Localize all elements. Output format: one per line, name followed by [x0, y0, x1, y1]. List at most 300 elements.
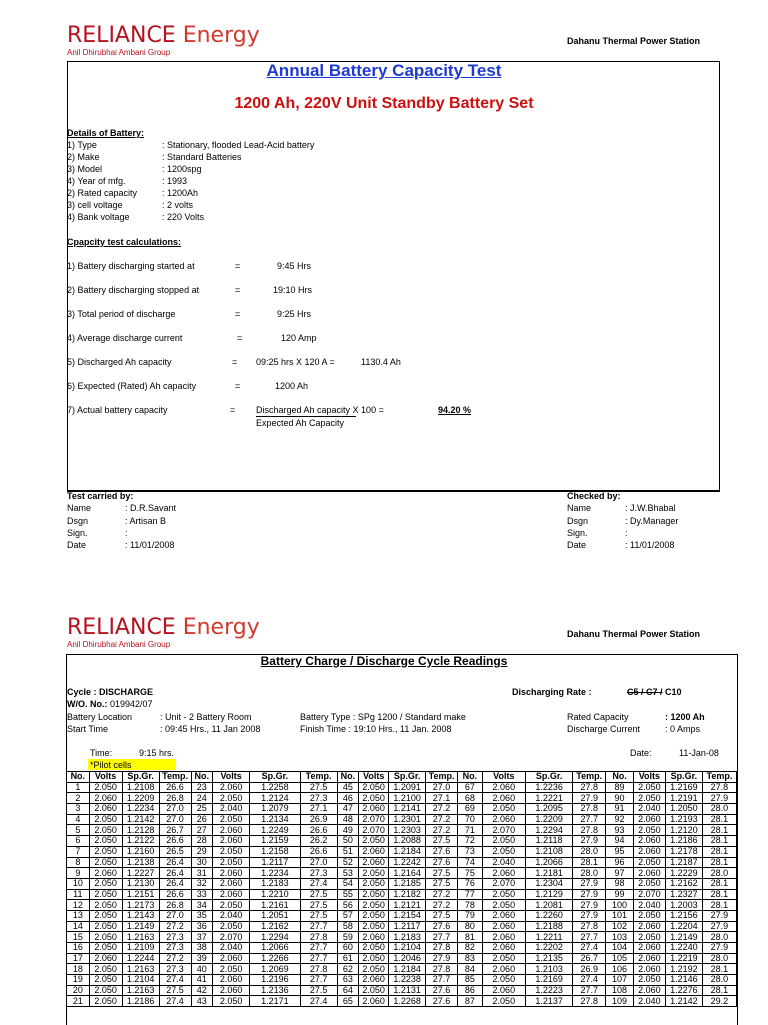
table-cell: 27 [191, 825, 213, 836]
table-cell: 27.3 [159, 932, 191, 943]
table-cell: 29 [191, 846, 213, 857]
table-cell: 2.060 [213, 975, 250, 986]
table-cell: 1.2268 [389, 996, 426, 1007]
detail-label: 4) Bank voltage [67, 212, 130, 222]
table-cell: 2.040 [633, 804, 665, 815]
table-cell: 27.9 [702, 793, 736, 804]
table-cell: 2.050 [633, 932, 665, 943]
table-cell: 1.2202 [525, 943, 572, 954]
location-label: Battery Location [67, 712, 133, 722]
table-cell: 28.0 [702, 804, 736, 815]
table-cell: 1.2244 [122, 953, 159, 964]
table-cell: 2.050 [89, 985, 122, 996]
table-cell: 1.2193 [665, 814, 702, 825]
detail-value: : Standard Batteries [162, 152, 242, 162]
table-cell: 50 [337, 836, 359, 847]
rate-label: Discharging Rate : [512, 687, 592, 697]
column-header: Temp. [573, 772, 606, 783]
table-cell: 27.7 [573, 814, 606, 825]
table-cell: 1.2164 [389, 868, 426, 879]
table-cell: 2.050 [359, 900, 389, 911]
table-cell: 46 [337, 793, 359, 804]
table-cell: 1.2122 [122, 836, 159, 847]
table-cell: 78 [458, 900, 483, 911]
table-cell: 1.2236 [525, 782, 572, 793]
table-cell: 27.7 [300, 953, 337, 964]
table-cell: 27.8 [573, 825, 606, 836]
table-cell: 1.2327 [665, 889, 702, 900]
table-cell: 2.050 [213, 814, 250, 825]
table-cell: 2.060 [213, 953, 250, 964]
current-value: : 0 Amps [665, 724, 701, 734]
table-cell: 2.050 [482, 804, 525, 815]
table-cell: 27.9 [426, 953, 458, 964]
calc-equals: = [237, 333, 243, 343]
table-cell: 1.2161 [250, 900, 300, 911]
table-cell: 27.6 [426, 857, 458, 868]
table-cell: 27.1 [300, 804, 337, 815]
checked-by-value: : Dy.Manager [625, 516, 679, 526]
table-row [67, 836, 737, 847]
table-cell: 26.9 [573, 964, 606, 975]
calc-value: 09:25 hrs X 120 A = [256, 357, 335, 367]
table-cell: 2.050 [89, 825, 122, 836]
table-cell: 27.9 [573, 910, 606, 921]
table-cell: 27.7 [300, 975, 337, 986]
table-cell: 2.060 [482, 921, 525, 932]
table-cell: 73 [458, 846, 483, 857]
table-cell: 2.050 [482, 900, 525, 911]
table-cell: 1.2121 [389, 900, 426, 911]
calc-value: 9:45 Hrs [277, 261, 312, 271]
calc-equals: = [235, 285, 241, 295]
table-cell: 62 [337, 964, 359, 975]
table-cell: 1.2137 [525, 996, 572, 1007]
table-cell: 27.2 [426, 825, 458, 836]
table-cell: 1.2162 [665, 878, 702, 889]
detail-label: 1) Type [67, 140, 97, 150]
calc-label: 4) Average discharge current [67, 333, 183, 343]
table-cell: 1.2159 [250, 836, 300, 847]
capacity-percent: 94.20 [438, 405, 461, 415]
table-cell: 2 [67, 793, 90, 804]
current-label: Discharge Current [567, 724, 641, 734]
table-row [67, 846, 737, 857]
column-header: Temp. [426, 772, 458, 783]
table-cell: 74 [458, 857, 483, 868]
table-cell: 2.040 [213, 804, 250, 815]
table-cell: 2.050 [89, 814, 122, 825]
table-cell: 2.050 [633, 857, 665, 868]
checked-by-label: Date [567, 540, 587, 550]
rate-selected: C10 [665, 687, 682, 697]
table-cell: 2.040 [633, 900, 665, 911]
table-cell: 1.2146 [665, 975, 702, 986]
table-cell: 27.8 [300, 964, 337, 975]
wo-value: 019942/07 [110, 699, 153, 709]
tested-by-label: Dsgn [67, 516, 89, 526]
table-cell: 1.2124 [250, 793, 300, 804]
calc-result [438, 405, 471, 416]
column-header: Sp.Gr. [122, 772, 159, 783]
table-cell: 25 [191, 804, 213, 815]
table-cell: 5 [67, 825, 90, 836]
table-cell: 1.2192 [665, 964, 702, 975]
table-cell: 2.050 [89, 878, 122, 889]
table-cell: 26.4 [159, 868, 191, 879]
table-cell: 27.8 [702, 782, 736, 793]
table-cell: 2.070 [633, 889, 665, 900]
table-cell: 2.050 [359, 782, 389, 793]
table-cell: 75 [458, 868, 483, 879]
checked-by-heading: Checked by: [567, 491, 621, 501]
table-cell: 1.2209 [525, 814, 572, 825]
table-cell: 28.1 [702, 985, 736, 996]
table-cell: 98 [606, 878, 634, 889]
table-cell: 28.0 [702, 975, 736, 986]
detail-label: 3) Model [67, 164, 103, 174]
table-cell: 27.3 [159, 943, 191, 954]
table-cell: 1.2143 [122, 910, 159, 921]
table-cell: 1.2156 [665, 910, 702, 921]
tested-by-label: Sign. [67, 528, 88, 538]
table-cell: 2.050 [359, 868, 389, 879]
table-cell: 27.7 [573, 932, 606, 943]
table-cell: 45 [337, 782, 359, 793]
table-cell: 1.2142 [122, 814, 159, 825]
table-cell: 2.050 [213, 900, 250, 911]
table-cell: 1.2046 [389, 953, 426, 964]
column-header: Temp. [702, 772, 736, 783]
table-cell: 27.9 [573, 878, 606, 889]
table-cell: 79 [458, 910, 483, 921]
table-cell: 28 [191, 836, 213, 847]
table-row [67, 793, 737, 804]
table-cell: 1.2301 [389, 814, 426, 825]
table-cell: 2.050 [89, 921, 122, 932]
table-cell: 2.070 [213, 932, 250, 943]
table-cell: 28.1 [702, 900, 736, 911]
table-cell: 2.060 [633, 836, 665, 847]
table-cell: 2.050 [359, 943, 389, 954]
calc-numerator: Discharged Ah capacity X 100 = [256, 405, 384, 415]
table-row [67, 910, 737, 921]
column-header: Sp.Gr. [250, 772, 300, 783]
table-cell: 11 [67, 889, 90, 900]
table-cell: 1.2227 [122, 868, 159, 879]
wo-label: W/O. No.: [67, 699, 108, 709]
table-cell: 2.060 [633, 921, 665, 932]
table-cell: 99 [606, 889, 634, 900]
column-header: No. [458, 772, 483, 783]
table-cell: 27.9 [573, 889, 606, 900]
table-cell: 1.2178 [665, 846, 702, 857]
table-cell: 2.060 [213, 836, 250, 847]
table-cell: 27.6 [426, 846, 458, 857]
table-cell: 16 [67, 943, 90, 954]
table-cell: 27.0 [159, 910, 191, 921]
table-cell: 26.4 [159, 878, 191, 889]
table-cell: 10 [67, 878, 90, 889]
table-cell: 2.050 [633, 825, 665, 836]
table-row [67, 900, 737, 911]
table-cell: 1.2186 [122, 996, 159, 1007]
table-cell: 2.050 [633, 910, 665, 921]
logo-subtitle: Anil Dhirubhai Ambani Group [67, 48, 171, 57]
table-cell: 2.050 [89, 889, 122, 900]
signature-divider [67, 490, 719, 491]
table-cell: 1.2103 [525, 964, 572, 975]
table-cell: 97 [606, 868, 634, 879]
cycle-label: Cycle : DISCHARGE [67, 687, 154, 697]
table-cell: 51 [337, 846, 359, 857]
calc-value: 9:25 Hrs [277, 309, 312, 319]
tested-by-value: : [125, 528, 128, 538]
rated-label: Rated Capacity [567, 712, 629, 722]
details-heading: Details of Battery: [67, 128, 145, 138]
logo-brand: RELIANCE [67, 615, 176, 640]
tested-by-value: : D.R.Savant [125, 503, 177, 513]
table-cell: 1.2163 [122, 964, 159, 975]
table-cell: 39 [191, 953, 213, 964]
checked-by-value: : [625, 528, 628, 538]
table-cell: 2.050 [213, 921, 250, 932]
checked-by-value: : J.W.Bhabal [625, 503, 676, 513]
table-cell: 27.8 [573, 996, 606, 1007]
table-cell: 1.2185 [389, 878, 426, 889]
table-cell: 27.2 [426, 814, 458, 825]
detail-value: : 2 volts [162, 200, 194, 210]
tested-by-value: : Artisan B [125, 516, 167, 526]
table-cell: 19 [67, 975, 90, 986]
table-cell: 2.050 [633, 878, 665, 889]
table-cell: 2.050 [89, 782, 122, 793]
table-cell: 96 [606, 857, 634, 868]
table-cell: 1.2184 [389, 846, 426, 857]
table-cell: 1.2221 [525, 793, 572, 804]
table-cell: 28.1 [702, 857, 736, 868]
table-cell: 2.050 [359, 793, 389, 804]
table-cell: 55 [337, 889, 359, 900]
column-header: No. [606, 772, 634, 783]
detail-label: 3) cell voltage [67, 200, 123, 210]
table-cell: 2.060 [633, 985, 665, 996]
table-cell: 1.2211 [525, 932, 572, 943]
table-cell: 27.7 [300, 943, 337, 954]
table-cell: 31 [191, 868, 213, 879]
table-cell: 24 [191, 793, 213, 804]
readings-title: Battery Charge / Discharge Cycle Readings [260, 654, 508, 668]
table-cell: 70 [458, 814, 483, 825]
table-cell: 2.050 [359, 921, 389, 932]
table-cell: 42 [191, 985, 213, 996]
table-cell: 57 [337, 910, 359, 921]
table-cell: 103 [606, 932, 634, 943]
table-cell: 2.050 [213, 846, 250, 857]
table-cell: 14 [67, 921, 90, 932]
table-cell: 1.2182 [389, 889, 426, 900]
table-cell: 27.8 [426, 943, 458, 954]
reliance-logo [67, 617, 260, 649]
calc-equals: = [235, 381, 241, 391]
table-cell: 1.2196 [250, 975, 300, 986]
table-cell: 27.5 [300, 782, 337, 793]
checked-by-value: : 11/01/2008 [625, 540, 675, 550]
table-cell: 1.2149 [122, 921, 159, 932]
detail-value: : Stationary, flooded Lead-Acid battery [162, 140, 315, 150]
table-cell: 2.050 [89, 975, 122, 986]
table-cell: 26 [191, 814, 213, 825]
table-cell: 32 [191, 878, 213, 889]
table-cell: 2.060 [482, 985, 525, 996]
table-cell: 105 [606, 953, 634, 964]
table-cell: 2.050 [213, 996, 250, 1007]
table-cell: 2.050 [359, 953, 389, 964]
table-cell: 54 [337, 878, 359, 889]
table-cell: 94 [606, 836, 634, 847]
table-cell: 85 [458, 975, 483, 986]
table-cell: 27.6 [426, 996, 458, 1007]
table-cell: 27.4 [300, 878, 337, 889]
table-cell: 2.060 [89, 804, 122, 815]
time-label: Time: [90, 748, 113, 758]
table-cell: 64 [337, 985, 359, 996]
table-row [67, 932, 737, 943]
table-cell: 1.2095 [525, 804, 572, 815]
table-cell: 2.060 [482, 932, 525, 943]
table-cell: 101 [606, 910, 634, 921]
table-cell: 26.4 [159, 857, 191, 868]
table-cell: 28.1 [702, 846, 736, 857]
table-cell: 26.6 [159, 889, 191, 900]
table-cell: 1.2079 [250, 804, 300, 815]
column-header: No. [191, 772, 213, 783]
table-cell: 28.0 [702, 932, 736, 943]
table-cell: 2.050 [359, 910, 389, 921]
table-cell: 27.9 [702, 921, 736, 932]
test-report-box [67, 61, 720, 492]
table-cell: 1.2136 [250, 985, 300, 996]
table-row [67, 825, 737, 836]
table-cell: 20 [67, 985, 90, 996]
table-cell: 2.060 [359, 932, 389, 943]
table-cell: 1.2163 [122, 985, 159, 996]
table-cell: 1.2183 [250, 878, 300, 889]
table-cell: 29.2 [702, 996, 736, 1007]
table-row [67, 943, 737, 954]
table-cell: 1.2050 [665, 804, 702, 815]
column-header: Volts [89, 772, 122, 783]
detail-value: : 1200Ah [162, 188, 199, 198]
table-row [67, 804, 737, 815]
table-cell: 1.2242 [389, 857, 426, 868]
table-cell: 28.1 [702, 825, 736, 836]
table-cell: 80 [458, 921, 483, 932]
table-cell: 27.2 [159, 921, 191, 932]
table-cell: 27.8 [573, 782, 606, 793]
table-cell: 1.2294 [250, 932, 300, 943]
table-cell: 1.2069 [250, 964, 300, 975]
table-cell: 1.2066 [250, 943, 300, 954]
table-cell: 4 [67, 814, 90, 825]
table-cell: 1.2304 [525, 878, 572, 889]
table-cell: 1.2131 [389, 985, 426, 996]
table-cell: 2.060 [482, 868, 525, 879]
table-cell: 2.070 [482, 825, 525, 836]
table-cell: 72 [458, 836, 483, 847]
table-cell: 1.2117 [250, 857, 300, 868]
table-cell: 27.4 [300, 996, 337, 1007]
calc-equals: = [235, 309, 241, 319]
table-cell: 27.0 [426, 782, 458, 793]
table-cell: 27.8 [573, 921, 606, 932]
table-cell: 108 [606, 985, 634, 996]
table-header-row [67, 772, 737, 783]
calc-label: 7) Actual battery capacity [67, 405, 168, 415]
table-cell: 61 [337, 953, 359, 964]
table-cell: 27.7 [426, 975, 458, 986]
column-header: Volts [482, 772, 525, 783]
table-cell: 27.4 [573, 975, 606, 986]
table-cell: 63 [337, 975, 359, 986]
station-name: Dahanu Thermal Power Station [567, 629, 701, 639]
table-cell: 1.2091 [389, 782, 426, 793]
table-cell: 37 [191, 932, 213, 943]
table-cell: 41 [191, 975, 213, 986]
table-cell: 26.6 [159, 836, 191, 847]
table-cell: 26.2 [300, 836, 337, 847]
table-cell: 2.050 [482, 975, 525, 986]
table-cell: 1.2191 [665, 793, 702, 804]
readings-table [66, 771, 737, 1007]
table-cell: 30 [191, 857, 213, 868]
detail-value: : 1200spg [162, 164, 202, 174]
table-cell: 1.2276 [665, 985, 702, 996]
table-row [67, 889, 737, 900]
table-cell: 1.2171 [250, 996, 300, 1007]
table-cell: 28.1 [702, 964, 736, 975]
column-header: Sp.Gr. [665, 772, 702, 783]
start-value: : 09:45 Hrs., 11 Jan 2008 [160, 724, 261, 734]
table-cell: 52 [337, 857, 359, 868]
column-header: Volts [359, 772, 389, 783]
table-cell: 1.2188 [525, 921, 572, 932]
table-cell: 2.060 [359, 846, 389, 857]
table-cell: 1.2130 [122, 878, 159, 889]
report-title: Annual Battery Capacity Test [266, 61, 502, 80]
table-cell: 27.8 [573, 804, 606, 815]
table-cell: 1.2240 [665, 943, 702, 954]
table-cell: 26.5 [159, 846, 191, 857]
table-cell: 1.2066 [525, 857, 572, 868]
calc-equals: = [235, 261, 241, 271]
table-cell: 1.2160 [122, 846, 159, 857]
calc-label: 2) Battery discharging stopped at [67, 285, 200, 295]
table-cell: 27.6 [426, 985, 458, 996]
table-cell: 2.040 [213, 910, 250, 921]
table-cell: 1.2258 [250, 782, 300, 793]
table-cell: 27.6 [426, 921, 458, 932]
table-cell: 1.2223 [525, 985, 572, 996]
table-cell: 38 [191, 943, 213, 954]
tested-by-value: : 11/01/2008 [125, 540, 175, 550]
table-cell: 2.050 [213, 793, 250, 804]
table-cell: 107 [606, 975, 634, 986]
date-label: Date: [630, 748, 652, 758]
table-cell: 2.060 [213, 985, 250, 996]
table-cell: 2.060 [359, 804, 389, 815]
table-cell: 2.060 [213, 782, 250, 793]
